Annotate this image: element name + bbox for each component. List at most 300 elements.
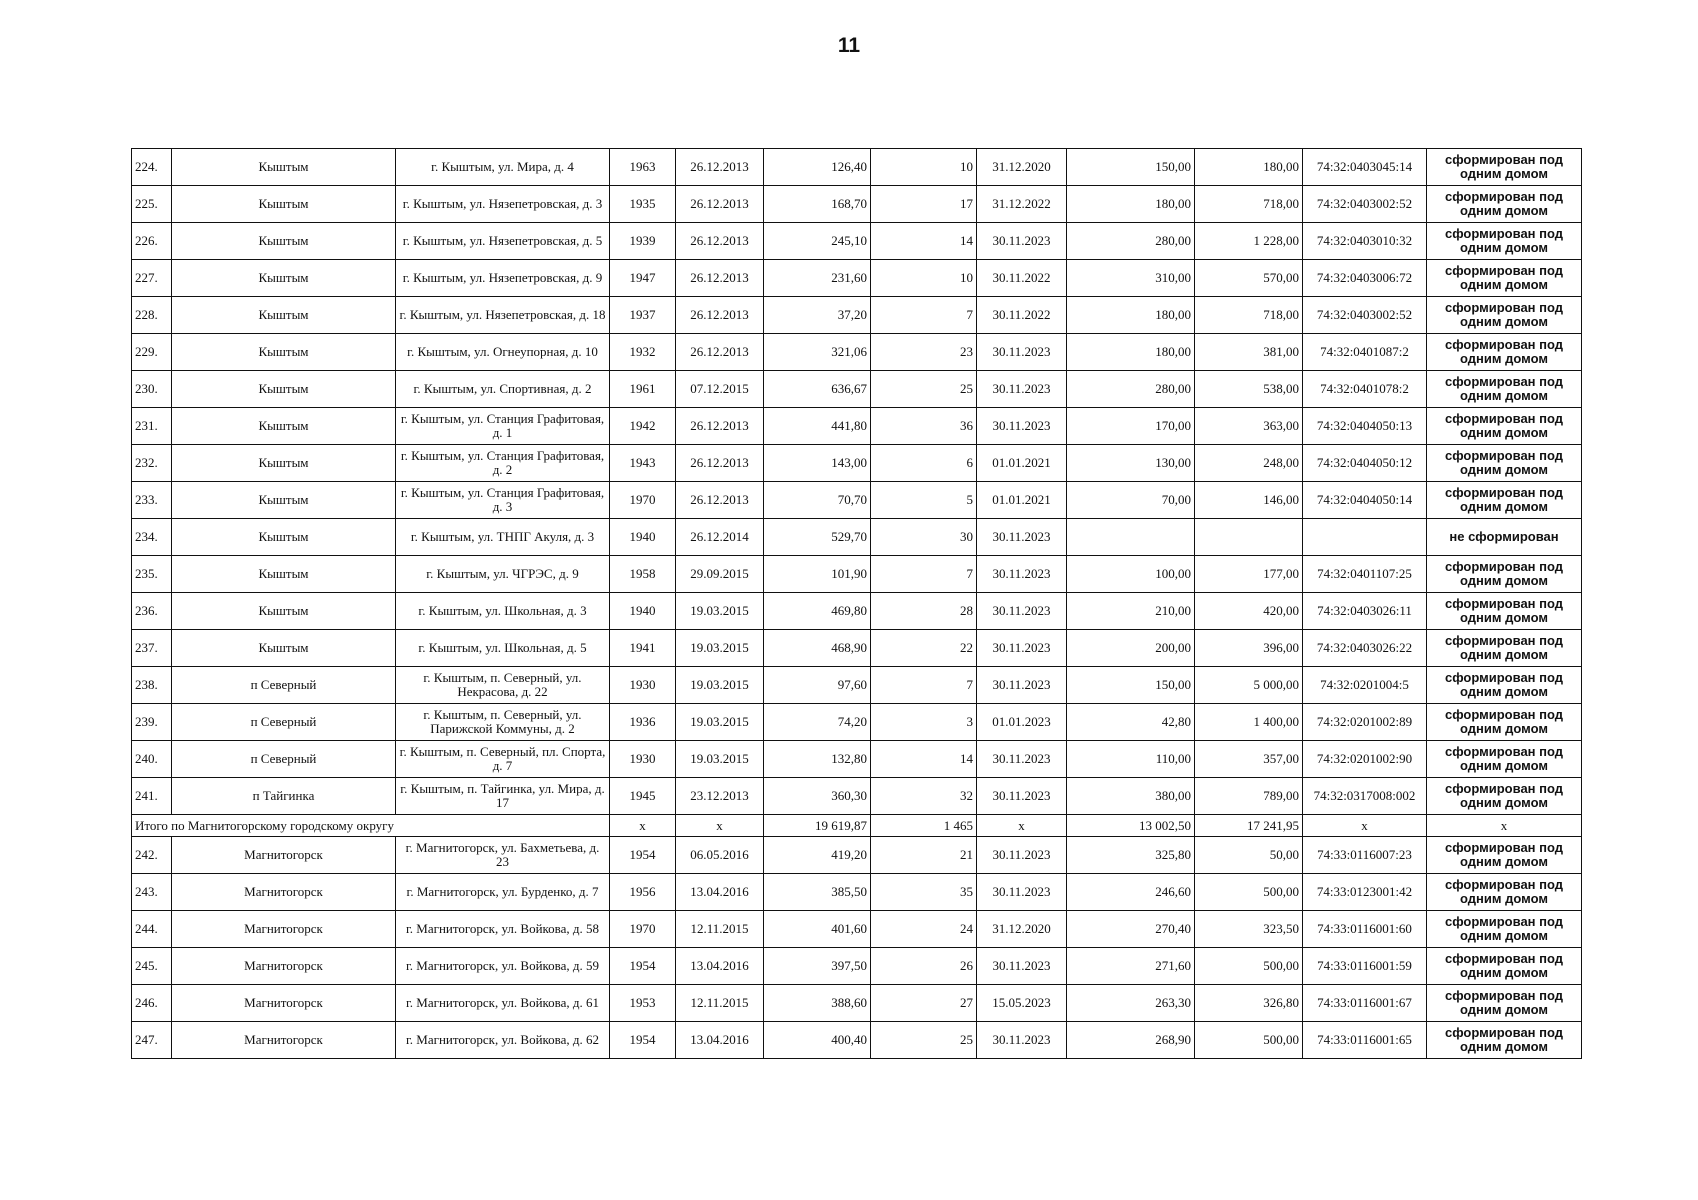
address-cell: г. Кыштым, ул. ЧГРЭС, д. 9	[396, 556, 610, 593]
value2-cell: 789,00	[1195, 778, 1303, 815]
rows-group-2	[132, 837, 1582, 1059]
settlement-cell: п Северный	[172, 741, 396, 778]
count-cell: 10	[871, 260, 977, 297]
value2-cell: 177,00	[1195, 556, 1303, 593]
value2-cell: 248,00	[1195, 445, 1303, 482]
deadline-cell: 30.11.2023	[977, 948, 1067, 985]
cadastral-number-cell: 74:33:0123001:42	[1303, 874, 1427, 911]
year-cell: 1935	[610, 186, 676, 223]
land-status-cell: сформирован под одним домом	[1427, 741, 1582, 778]
row-number: 242.	[132, 837, 172, 874]
table-row	[132, 911, 1582, 948]
date-cell: 06.05.2016	[676, 837, 764, 874]
cadastral-number-cell: 74:32:0401087:2	[1303, 334, 1427, 371]
value1-cell: 100,00	[1067, 556, 1195, 593]
deadline-cell: 31.12.2022	[977, 186, 1067, 223]
row-number: 230.	[132, 371, 172, 408]
table-row	[132, 593, 1582, 630]
count-cell: 25	[871, 371, 977, 408]
value1-cell: 130,00	[1067, 445, 1195, 482]
settlement-cell: п Северный	[172, 704, 396, 741]
settlement-cell: Кыштым	[172, 334, 396, 371]
date-cell: 23.12.2013	[676, 778, 764, 815]
value1-cell: 180,00	[1067, 297, 1195, 334]
area-cell: 401,60	[764, 911, 871, 948]
address-cell: г. Кыштым, п. Северный, пл. Спорта, д. 7	[396, 741, 610, 778]
row-number: 233.	[132, 482, 172, 519]
row-number: 240.	[132, 741, 172, 778]
table-row	[132, 556, 1582, 593]
land-status-cell: сформирован под одним домом	[1427, 593, 1582, 630]
date-cell: 26.12.2013	[676, 408, 764, 445]
area-cell: 245,10	[764, 223, 871, 260]
cadastral-number-cell	[1303, 519, 1427, 556]
table-row	[132, 186, 1582, 223]
settlement-cell: Магнитогорск	[172, 837, 396, 874]
land-status-cell: сформирован под одним домом	[1427, 837, 1582, 874]
value2-cell: 146,00	[1195, 482, 1303, 519]
area-cell: 397,50	[764, 948, 871, 985]
year-cell: 1943	[610, 445, 676, 482]
land-status-cell: сформирован под одним домом	[1427, 186, 1582, 223]
value2-cell: 1 228,00	[1195, 223, 1303, 260]
year-cell: 1930	[610, 741, 676, 778]
deadline-cell: 30.11.2023	[977, 667, 1067, 704]
address-cell: г. Кыштым, ул. Станция Графитовая, д. 3	[396, 482, 610, 519]
year-cell: 1953	[610, 985, 676, 1022]
page-number: 11	[837, 34, 861, 57]
land-status-cell: сформирован под одним домом	[1427, 985, 1582, 1022]
date-cell: 26.12.2013	[676, 149, 764, 186]
deadline-cell: 30.11.2023	[977, 837, 1067, 874]
value1-cell: 150,00	[1067, 149, 1195, 186]
land-status-cell: сформирован под одним домом	[1427, 445, 1582, 482]
value1-cell: 110,00	[1067, 741, 1195, 778]
count-cell: 21	[871, 837, 977, 874]
date-cell: 12.11.2015	[676, 911, 764, 948]
row-number: 232.	[132, 445, 172, 482]
cadastral-number-cell: 74:32:0401078:2	[1303, 371, 1427, 408]
settlement-cell: Кыштым	[172, 260, 396, 297]
value2-cell: 323,50	[1195, 911, 1303, 948]
date-cell: 26.12.2013	[676, 482, 764, 519]
address-cell: г. Кыштым, п. Северный, ул. Парижской Коммуны, д. 2	[396, 704, 610, 741]
cadastral-number-cell: 74:32:0403010:32	[1303, 223, 1427, 260]
land-status-cell: сформирован под одним домом	[1427, 948, 1582, 985]
settlement-cell: Магнитогорск	[172, 985, 396, 1022]
cadastral-number-cell: 74:32:0403045:14	[1303, 149, 1427, 186]
settlement-cell: Кыштым	[172, 223, 396, 260]
deadline-cell: 30.11.2023	[977, 334, 1067, 371]
table-row	[132, 482, 1582, 519]
address-cell: г. Кыштым, п. Тайгинка, ул. Мира, д. 17	[396, 778, 610, 815]
year-cell: 1956	[610, 874, 676, 911]
area-cell: 441,80	[764, 408, 871, 445]
value2-cell: 718,00	[1195, 297, 1303, 334]
row-number: 227.	[132, 260, 172, 297]
table-row	[132, 741, 1582, 778]
settlement-cell: Кыштым	[172, 519, 396, 556]
date-cell: 26.12.2013	[676, 445, 764, 482]
value1-cell: 246,60	[1067, 874, 1195, 911]
value1-cell: 271,60	[1067, 948, 1195, 985]
row-number: 231.	[132, 408, 172, 445]
total-label: Итого по Магнитогорскому городскому округу	[132, 815, 610, 837]
date-cell: 19.03.2015	[676, 630, 764, 667]
value2-cell: 381,00	[1195, 334, 1303, 371]
address-cell: г. Кыштым, ул. Мира, д. 4	[396, 149, 610, 186]
address-cell: г. Кыштым, ул. Нязепетровская, д. 18	[396, 297, 610, 334]
year-cell: 1961	[610, 371, 676, 408]
area-cell: 419,20	[764, 837, 871, 874]
date-cell: 26.12.2013	[676, 186, 764, 223]
value2-cell: 538,00	[1195, 371, 1303, 408]
value2-cell: 363,00	[1195, 408, 1303, 445]
value2-cell: 180,00	[1195, 149, 1303, 186]
land-status-cell: сформирован под одним домом	[1427, 704, 1582, 741]
land-status-cell: сформирован под одним домом	[1427, 778, 1582, 815]
value1-cell: 180,00	[1067, 334, 1195, 371]
address-cell: г. Кыштым, ул. Станция Графитовая, д. 1	[396, 408, 610, 445]
value2-cell: 5 000,00	[1195, 667, 1303, 704]
land-status-cell: сформирован под одним домом	[1427, 371, 1582, 408]
settlement-cell: Магнитогорск	[172, 1022, 396, 1059]
deadline-cell: 01.01.2021	[977, 445, 1067, 482]
date-cell: 26.12.2013	[676, 334, 764, 371]
year-cell: 1945	[610, 778, 676, 815]
table-row	[132, 985, 1582, 1022]
year-cell: 1954	[610, 837, 676, 874]
area-cell: 101,90	[764, 556, 871, 593]
area-cell: 636,67	[764, 371, 871, 408]
deadline-cell: 30.11.2023	[977, 556, 1067, 593]
address-cell: г. Кыштым, ул. Нязепетровская, д. 9	[396, 260, 610, 297]
deadline-cell: 30.11.2023	[977, 874, 1067, 911]
table-row	[132, 630, 1582, 667]
row-number: 229.	[132, 334, 172, 371]
value2-cell: 718,00	[1195, 186, 1303, 223]
cadastral-number-cell: 74:33:0116001:67	[1303, 985, 1427, 1022]
year-cell: 1954	[610, 948, 676, 985]
address-cell: г. Магнитогорск, ул. Войкова, д. 59	[396, 948, 610, 985]
deadline-cell: 15.05.2023	[977, 985, 1067, 1022]
cadastral-number-cell: 74:33:0116001:60	[1303, 911, 1427, 948]
date-cell: 26.12.2014	[676, 519, 764, 556]
row-number: 236.	[132, 593, 172, 630]
area-cell: 97,60	[764, 667, 871, 704]
value2-cell: 50,00	[1195, 837, 1303, 874]
table-row	[132, 297, 1582, 334]
cadastral-number-cell: 74:32:0404050:12	[1303, 445, 1427, 482]
date-cell: 26.12.2013	[676, 297, 764, 334]
land-status-cell: сформирован под одним домом	[1427, 1022, 1582, 1059]
value2-cell: 500,00	[1195, 948, 1303, 985]
value1-cell: 263,30	[1067, 985, 1195, 1022]
land-status-cell: сформирован под одним домом	[1427, 630, 1582, 667]
value1-cell: 380,00	[1067, 778, 1195, 815]
row-number: 228.	[132, 297, 172, 334]
value2-cell	[1195, 519, 1303, 556]
total-val2: 17 241,95	[1195, 815, 1303, 837]
date-cell: 13.04.2016	[676, 1022, 764, 1059]
count-cell: 7	[871, 667, 977, 704]
settlement-cell: Кыштым	[172, 445, 396, 482]
year-cell: 1932	[610, 334, 676, 371]
year-cell: 1958	[610, 556, 676, 593]
total-year: x	[610, 815, 676, 837]
table-row	[132, 667, 1582, 704]
value1-cell: 280,00	[1067, 371, 1195, 408]
settlement-cell: Кыштым	[172, 371, 396, 408]
value2-cell: 357,00	[1195, 741, 1303, 778]
settlement-cell: Магнитогорск	[172, 911, 396, 948]
land-status-cell: сформирован под одним домом	[1427, 297, 1582, 334]
cadastral-number-cell: 74:33:0116001:65	[1303, 1022, 1427, 1059]
value1-cell: 310,00	[1067, 260, 1195, 297]
date-cell: 19.03.2015	[676, 593, 764, 630]
year-cell: 1970	[610, 482, 676, 519]
value1-cell: 180,00	[1067, 186, 1195, 223]
row-number: 247.	[132, 1022, 172, 1059]
cadastral-number-cell: 74:33:0116007:23	[1303, 837, 1427, 874]
total-status: x	[1427, 815, 1582, 837]
year-cell: 1940	[610, 593, 676, 630]
table-row	[132, 519, 1582, 556]
count-cell: 22	[871, 630, 977, 667]
value1-cell: 210,00	[1067, 593, 1195, 630]
row-number: 241.	[132, 778, 172, 815]
settlement-cell: Магнитогорск	[172, 874, 396, 911]
settlement-cell: Кыштым	[172, 482, 396, 519]
land-status-cell: сформирован под одним домом	[1427, 667, 1582, 704]
table-row	[132, 778, 1582, 815]
land-status-cell: сформирован под одним домом	[1427, 149, 1582, 186]
settlement-cell: Кыштым	[172, 186, 396, 223]
row-number: 239.	[132, 704, 172, 741]
deadline-cell: 30.11.2022	[977, 297, 1067, 334]
total-area: 19 619,87	[764, 815, 871, 837]
value1-cell: 270,40	[1067, 911, 1195, 948]
cadastral-number-cell: 74:32:0317008:002	[1303, 778, 1427, 815]
land-status-cell: сформирован под одним домом	[1427, 260, 1582, 297]
address-cell: г. Кыштым, ул. Спортивная, д. 2	[396, 371, 610, 408]
count-cell: 17	[871, 186, 977, 223]
year-cell: 1963	[610, 149, 676, 186]
land-status-cell: сформирован под одним домом	[1427, 482, 1582, 519]
value2-cell: 326,80	[1195, 985, 1303, 1022]
year-cell: 1947	[610, 260, 676, 297]
date-cell: 07.12.2015	[676, 371, 764, 408]
deadline-cell: 30.11.2023	[977, 630, 1067, 667]
cadastral-number-cell: 74:32:0403006:72	[1303, 260, 1427, 297]
value1-cell	[1067, 519, 1195, 556]
date-cell: 12.11.2015	[676, 985, 764, 1022]
cadastral-number-cell: 74:33:0116001:59	[1303, 948, 1427, 985]
cadastral-number-cell: 74:32:0201004:5	[1303, 667, 1427, 704]
value1-cell: 170,00	[1067, 408, 1195, 445]
value1-cell: 325,80	[1067, 837, 1195, 874]
count-cell: 5	[871, 482, 977, 519]
cadastral-number-cell: 74:32:0401107:25	[1303, 556, 1427, 593]
deadline-cell: 30.11.2023	[977, 741, 1067, 778]
deadline-cell: 30.11.2023	[977, 408, 1067, 445]
deadline-cell: 01.01.2023	[977, 704, 1067, 741]
cadastral-number-cell: 74:32:0403026:11	[1303, 593, 1427, 630]
count-cell: 25	[871, 1022, 977, 1059]
deadline-cell: 01.01.2021	[977, 482, 1067, 519]
table-row	[132, 223, 1582, 260]
cadastral-number-cell: 74:32:0201002:89	[1303, 704, 1427, 741]
total-date1: x	[676, 815, 764, 837]
deadline-cell: 31.12.2020	[977, 149, 1067, 186]
year-cell: 1941	[610, 630, 676, 667]
area-cell: 529,70	[764, 519, 871, 556]
area-cell: 70,70	[764, 482, 871, 519]
area-cell: 143,00	[764, 445, 871, 482]
value2-cell: 500,00	[1195, 1022, 1303, 1059]
row-number: 238.	[132, 667, 172, 704]
count-cell: 36	[871, 408, 977, 445]
area-cell: 168,70	[764, 186, 871, 223]
rows-group-1	[132, 149, 1582, 815]
settlement-cell: Кыштым	[172, 408, 396, 445]
table-row	[132, 408, 1582, 445]
address-cell: г. Кыштым, ул. Нязепетровская, д. 3	[396, 186, 610, 223]
year-cell: 1930	[610, 667, 676, 704]
count-cell: 3	[871, 704, 977, 741]
date-cell: 26.12.2013	[676, 223, 764, 260]
land-status-cell: сформирован под одним домом	[1427, 334, 1582, 371]
year-cell: 1939	[610, 223, 676, 260]
date-cell: 19.03.2015	[676, 704, 764, 741]
address-cell: г. Кыштым, ул. Станция Графитовая, д. 2	[396, 445, 610, 482]
settlement-cell: п Тайгинка	[172, 778, 396, 815]
value1-cell: 280,00	[1067, 223, 1195, 260]
date-cell: 13.04.2016	[676, 948, 764, 985]
row-number: 237.	[132, 630, 172, 667]
count-cell: 35	[871, 874, 977, 911]
row-number: 246.	[132, 985, 172, 1022]
value2-cell: 570,00	[1195, 260, 1303, 297]
area-cell: 385,50	[764, 874, 871, 911]
value1-cell: 268,90	[1067, 1022, 1195, 1059]
value1-cell: 70,00	[1067, 482, 1195, 519]
table-row	[132, 837, 1582, 874]
area-cell: 469,80	[764, 593, 871, 630]
date-cell: 19.03.2015	[676, 741, 764, 778]
address-cell: г. Магнитогорск, ул. Войкова, д. 61	[396, 985, 610, 1022]
area-cell: 231,60	[764, 260, 871, 297]
value2-cell: 1 400,00	[1195, 704, 1303, 741]
cadastral-number-cell: 74:32:0403026:22	[1303, 630, 1427, 667]
count-cell: 32	[871, 778, 977, 815]
count-cell: 28	[871, 593, 977, 630]
table-row	[132, 445, 1582, 482]
area-cell: 468,90	[764, 630, 871, 667]
date-cell: 26.12.2013	[676, 260, 764, 297]
date-cell: 19.03.2015	[676, 667, 764, 704]
row-number: 243.	[132, 874, 172, 911]
deadline-cell: 30.11.2022	[977, 260, 1067, 297]
deadline-cell: 31.12.2020	[977, 911, 1067, 948]
address-cell: г. Кыштым, ул. Огнеупорная, д. 10	[396, 334, 610, 371]
row-number: 244.	[132, 911, 172, 948]
deadline-cell: 30.11.2023	[977, 1022, 1067, 1059]
date-cell: 29.09.2015	[676, 556, 764, 593]
value1-cell: 42,80	[1067, 704, 1195, 741]
cadastral-number-cell: 74:32:0201002:90	[1303, 741, 1427, 778]
area-cell: 74,20	[764, 704, 871, 741]
row-number: 234.	[132, 519, 172, 556]
area-cell: 321,06	[764, 334, 871, 371]
total-row	[132, 815, 1582, 837]
table-row	[132, 874, 1582, 911]
deadline-cell: 30.11.2023	[977, 519, 1067, 556]
year-cell: 1970	[610, 911, 676, 948]
deadline-cell: 30.11.2023	[977, 593, 1067, 630]
total-val1: 13 002,50	[1067, 815, 1195, 837]
address-cell: г. Магнитогорск, ул. Бурденко, д. 7	[396, 874, 610, 911]
count-cell: 14	[871, 741, 977, 778]
count-cell: 27	[871, 985, 977, 1022]
address-cell: г. Магнитогорск, ул. Войкова, д. 58	[396, 911, 610, 948]
area-cell: 126,40	[764, 149, 871, 186]
cadastral-number-cell: 74:32:0403002:52	[1303, 186, 1427, 223]
address-cell: г. Кыштым, ул. Нязепетровская, д. 5	[396, 223, 610, 260]
land-status-cell: сформирован под одним домом	[1427, 911, 1582, 948]
row-number: 245.	[132, 948, 172, 985]
cadastral-number-cell: 74:32:0403002:52	[1303, 297, 1427, 334]
area-cell: 388,60	[764, 985, 871, 1022]
land-status-cell: сформирован под одним домом	[1427, 556, 1582, 593]
land-status-cell: сформирован под одним домом	[1427, 223, 1582, 260]
deadline-cell: 30.11.2023	[977, 371, 1067, 408]
year-cell: 1936	[610, 704, 676, 741]
area-cell: 37,20	[764, 297, 871, 334]
address-cell: г. Кыштым, ул. Школьная, д. 3	[396, 593, 610, 630]
count-cell: 14	[871, 223, 977, 260]
year-cell: 1954	[610, 1022, 676, 1059]
value1-cell: 200,00	[1067, 630, 1195, 667]
land-status-cell: сформирован под одним домом	[1427, 408, 1582, 445]
count-cell: 30	[871, 519, 977, 556]
count-cell: 7	[871, 556, 977, 593]
cadastral-number-cell: 74:32:0404050:13	[1303, 408, 1427, 445]
row-number: 235.	[132, 556, 172, 593]
table-row	[132, 149, 1582, 186]
table-row	[132, 260, 1582, 297]
area-cell: 400,40	[764, 1022, 871, 1059]
count-cell: 23	[871, 334, 977, 371]
row-number: 226.	[132, 223, 172, 260]
address-cell: г. Магнитогорск, ул. Бахметьева, д. 23	[396, 837, 610, 874]
count-cell: 6	[871, 445, 977, 482]
count-cell: 24	[871, 911, 977, 948]
address-cell: г. Кыштым, ул. Школьная, д. 5	[396, 630, 610, 667]
table-row	[132, 704, 1582, 741]
value2-cell: 500,00	[1195, 874, 1303, 911]
value2-cell: 396,00	[1195, 630, 1303, 667]
year-cell: 1942	[610, 408, 676, 445]
value2-cell: 420,00	[1195, 593, 1303, 630]
year-cell: 1940	[610, 519, 676, 556]
total-date2: x	[977, 815, 1067, 837]
year-cell: 1937	[610, 297, 676, 334]
deadline-cell: 30.11.2023	[977, 223, 1067, 260]
cadastral-number-cell: 74:32:0404050:14	[1303, 482, 1427, 519]
settlement-cell: Кыштым	[172, 630, 396, 667]
settlement-cell: Кыштым	[172, 593, 396, 630]
